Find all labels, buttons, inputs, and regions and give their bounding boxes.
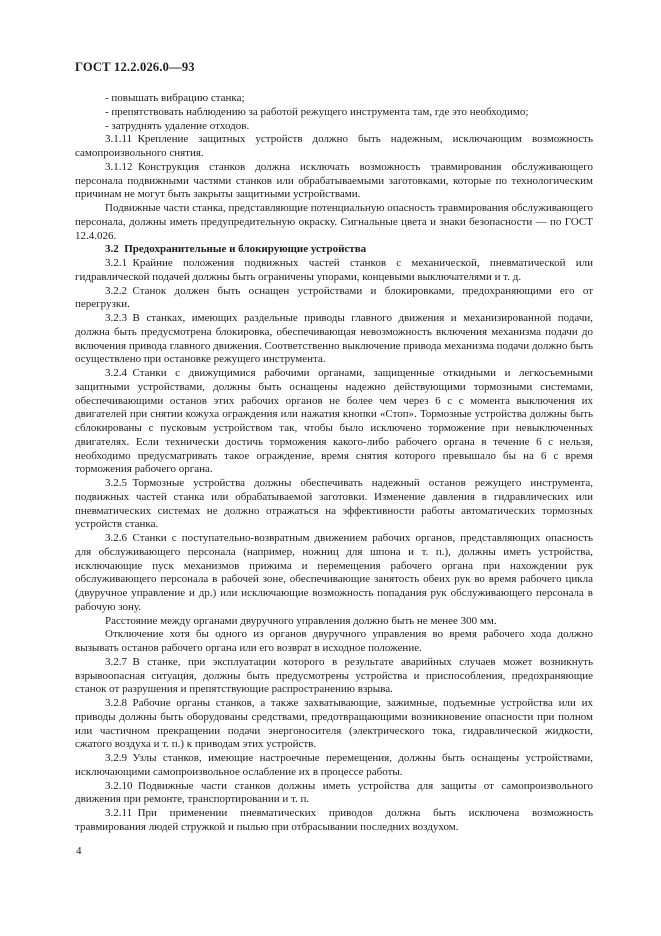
paragraph: Подвижные части станка, представляющие потенциальную опасность травмирования обслуживающего персонала, должны иметь предупредительную окраску. Сигнальные цвета и знаки безопасности — по ГОСТ 12.4.026. xyxy=(75,202,593,242)
paragraph: - препятствовать наблюдению за работой режущего инструмента там, где это необходимо; xyxy=(105,105,529,118)
paragraph: - повышать вибрацию станка; xyxy=(105,92,245,104)
paragraph: 3.2.4 Станки с движущимися рабочими органами, защищенные откидными и легкосъемными защитными устройствами, должны быть оснащены надежно действующими тормозными системами, обеспечивающими останов этих рабочих органов не более чем через 6 с с момента выключения их двигателей при снятии кожуха ограждения или нажатия кнопки «Стоп». Тормозные устройства должны быть сблокированы с пусковым устройством так, чтобы было исключено торможение при невыключенных двигателях. Если технически достичь торможения какого-либо рабочего органа в течение 6 с нельзя, необходимо предусматривать такое ограждение, время снятия которого превышало бы на 6 с время торможения рабочего органа. xyxy=(75,367,593,476)
paragraph: 3.2.3 В станках, имеющих раздельные приводы главного движения и механизированной подачи, должна быть предусмотрена блокировка, обеспечивающая невозможность включения механизма подачи до включения привода главного движения. Соответственно выключение привода механизма подачи должно быть осуществлено при остановке режущего инструмента. xyxy=(75,312,593,366)
paragraph: 3.2.10 Подвижные части станков должны иметь устройства для защиты от самопроизвольного движения при ремонте, транспортировании и т. п. xyxy=(75,779,593,806)
standard-code-header: ГОСТ 12.2.026.0—93 xyxy=(75,60,195,74)
paragraph: 3.2.5 Тормозные устройства должны обеспечивать надежный останов режущего инструмента, подвижных частей станка или обрабатываемой заготовки. Изменение давления в гидравлических или пневматических системах не должно отражаться на эффективности работы автоматических тормозных устройств станка. xyxy=(75,477,593,531)
paragraph: 3.2.6 Станки с поступательно-возвратным движением рабочих органов, представляющих опасность для обслуживающего персонала (например, ножниц для шпона и т. п.), должны иметь устройства, исключающие пуск механизмов прижима и перемещения рабочего органа при нахождении рук обслуживающего персонала в рабочей зоне, обеспечивающие занятость обеих рук во время рабочего цикла (двуручное управление и др.) или исключающие возможность попадания рук обслуживающего персонала в рабочую зону. xyxy=(75,532,593,613)
paragraph: 3.2 Предохранительные и блокирующие устройства xyxy=(105,243,367,256)
paragraph: 3.2.11 При применении пневматических приводов должна быть исключена возможность травмирования людей стружкой и пылью при отбрасывании последних воздухом. xyxy=(75,807,593,833)
paragraph: 3.2.2 Станок должен быть оснащен устройствами и блокировками, предохраняющими его от перегрузки. xyxy=(75,284,593,311)
paragraph: Отключение хотя бы одного из органов двуручного управления во время рабочего хода должно вызывать останов рабочего органа или его возврат в исходное положение. xyxy=(75,628,593,654)
paragraph: 3.2.8 Рабочие органы станков, а также захватывающие, зажимные, подъемные устройства или их приводы должны быть оборудованы средствами, предотвращающими возникновение опасности при полном или частичном прекращении подачи энергоносителя (электрического тока, гидравлической жидкости, сжатого воздуха и т. п.) к приводам этих устройств. xyxy=(75,697,593,751)
page-number: 4 xyxy=(76,845,82,857)
paragraph: 3.2.7 В станке, при эксплуатации которого в результате аварийных случаев может возникнуть взрывоопасная ситуация, должны быть предусмотрены устройства и приспособления, предохраняющие станок от разрушения и препятствующие распространению взрыва. xyxy=(75,655,593,696)
paragraph: 3.2.1 Крайние положения подвижных частей станков с механической, пневматической или гидравлической подачей должны быть ограничены упорами, концевыми выключателями и т. д. xyxy=(75,257,593,283)
document-body xyxy=(75,92,593,835)
paragraph: Расстояние между органами двуручного управления должно быть не менее 300 мм. xyxy=(105,614,497,627)
paragraph: 3.2.9 Узлы станков, имеющие настроечные перемещения, должны быть оснащены устройствами, исключающими самопроизвольное ослабление их в процессе работы. xyxy=(75,752,593,778)
paragraph: - затруднять удаление отходов. xyxy=(105,119,250,132)
paragraph: 3.1.11 Крепление защитных устройств должно быть надежным, исключающим возможность самопроизвольного снятия. xyxy=(75,133,593,159)
paragraph: 3.1.12 Конструкция станков должна исключать возможность травмирования обслуживающего персонала подвижными частями станков или обрабатываемыми заготовками, которые по технологическим причинам не могут быть закрыты защитными устройствами. xyxy=(75,160,593,201)
